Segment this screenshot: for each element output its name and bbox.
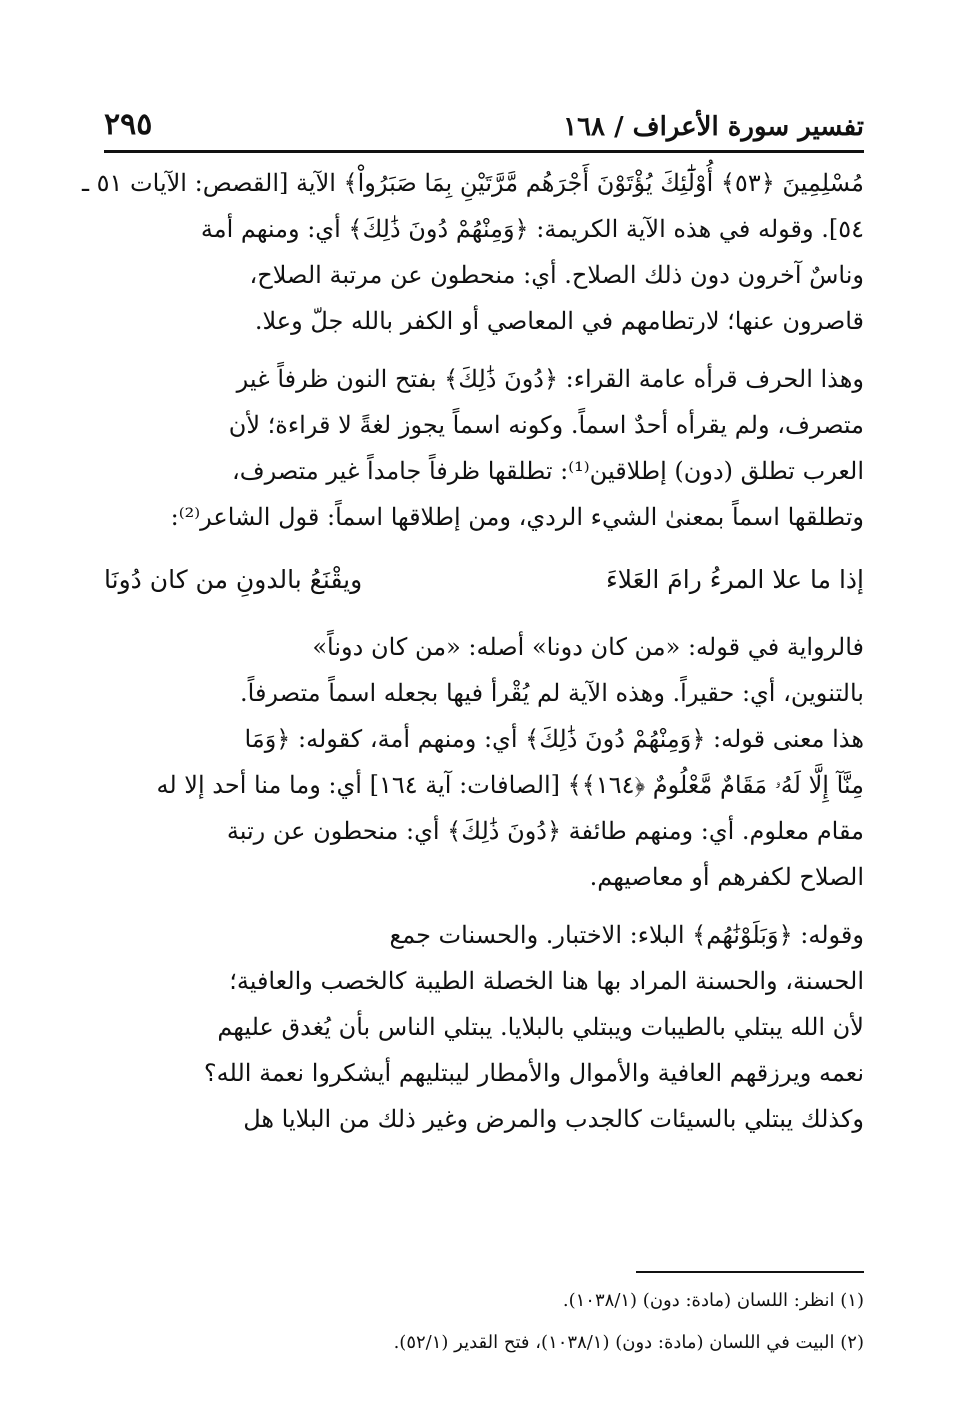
verse-first-hemistich: إذا ما علا المرءُ رامَ العَلاءَ [606,565,864,594]
header-rule [104,150,864,153]
page-header [104,96,864,142]
paragraph-3 [104,624,864,900]
footnote-2: (٢) البيت في اللسان (مادة: دون) (١٠٣٨/١)، فتح القدير (٥٢/١). [393,1332,864,1353]
text-line: وتطلقها اسماً بمعنىٰ الشيء الردي، ومن إطلاقها اسماً: قول الشاعر⁽²⁾: [170,503,864,531]
text-line: وهذا الحرف قرأه عامة القراء: ﴿دُونَ ذَٰلِكَ﴾ بفتح النون ظرفاً غير [236,365,864,393]
text-line: العرب تطلق (دون) إطلاقين⁽¹⁾: تطلقها ظرفاً جامداً غير متصرف، [231,457,864,485]
running-title: تفسير سورة الأعراف / ١٦٨ [563,112,864,142]
body-text [81,160,864,1154]
text-line: نعمه ويرزقهم العافية والأموال والأمطار ليبتليهم أيشكروا نعمة الله؟ [203,1059,864,1087]
text-line: الحسنة، والحسنة المراد بها هنا الخصلة الطيبة كالخصب والعافية؛ [229,967,864,995]
text-line: الصلاح لكفرهم أو معاصيهم. [589,863,864,891]
verse-second-hemistich: ويقْنَعُ بالدونِ من كان دُونَا [104,565,363,594]
text-line: مُسْلِمِينَ ﴿٥٣﴾ أُوْلَٰٓئِكَ يُؤْتَوْنَ أَجْرَهُم مَّرَّتَيْنِ بِمَا صَبَرُواْ﴾ الآية [القصص: الآيات ٥١ ـ [81,169,864,197]
text-line: مِنَّآ إِلَّا لَهُۥ مَقَامٌ مَّعْلُومٌ ﴿١٦٤﴾﴾ [الصافات: آية ١٦٤] أي: وما منا أحد إلا له [156,771,864,799]
text-line: هذا معنى قوله: ﴿وَمِنْهُمْ دُونَ ذَٰلِكَ﴾ أي: ومنهم أمة، كقوله: ﴿وَمَا [244,725,864,753]
footnotes [104,1280,864,1364]
paragraph-2 [104,356,864,540]
text-line: متصرف، ولم يقرأه أحدٌ اسماً. وكونه اسماً يجوز لغةً لا قراءة؛ لأن [228,411,864,439]
text-line: ٥٤]. وقوله في هذه الآية الكريمة: ﴿وَمِنْهُمْ دُونَ ذَٰلِكَ﴾ أي: ومنهم أمة [200,215,864,243]
footnote-1: (١) انظر: اللسان (مادة: دون) (١٠٣٨/١). [562,1290,864,1311]
text-line: وكذلك يبتلي بالسيئات كالجدب والمرض وغير ذلك من البلايا هل [243,1105,864,1133]
paragraph-4 [104,912,864,1142]
poetry-verse [104,552,864,608]
text-line: لأن الله يبتلي بالطيبات ويبتلي بالبلايا. يبتلي الناس بأن يُغدق عليهم [217,1013,864,1041]
text-line: وقوله: ﴿وَبَلَوْنَٰهُم﴾ البلاء: الاختبار. والحسنات جمع [389,921,864,949]
text-line: فالرواية في قوله: «من كان دونا» أصله: «من كان دوناً» [312,633,864,661]
text-line: وناسٌ آخرون دون ذلك الصلاح. أي: منحطون عن مرتبة الصلاح، [249,261,864,289]
paragraph-1 [81,160,864,344]
footnote-rule [636,1271,864,1273]
text-line: مقام معلوم. أي: ومنهم طائفة ﴿دُونَ ذَٰلِكَ﴾ أي: منحطون عن رتبة [226,817,864,845]
text-line: بالتنوين، أي: حقيراً. وهذه الآية لم يُقْرأ فيها بجعله اسماً متصرفاً. [240,679,864,707]
text-line: قاصرون عنها؛ لارتطامهم في المعاصي أو الكفر بالله جلّ وعلا. [254,307,864,335]
page-number: ٢٩٥ [104,107,153,142]
